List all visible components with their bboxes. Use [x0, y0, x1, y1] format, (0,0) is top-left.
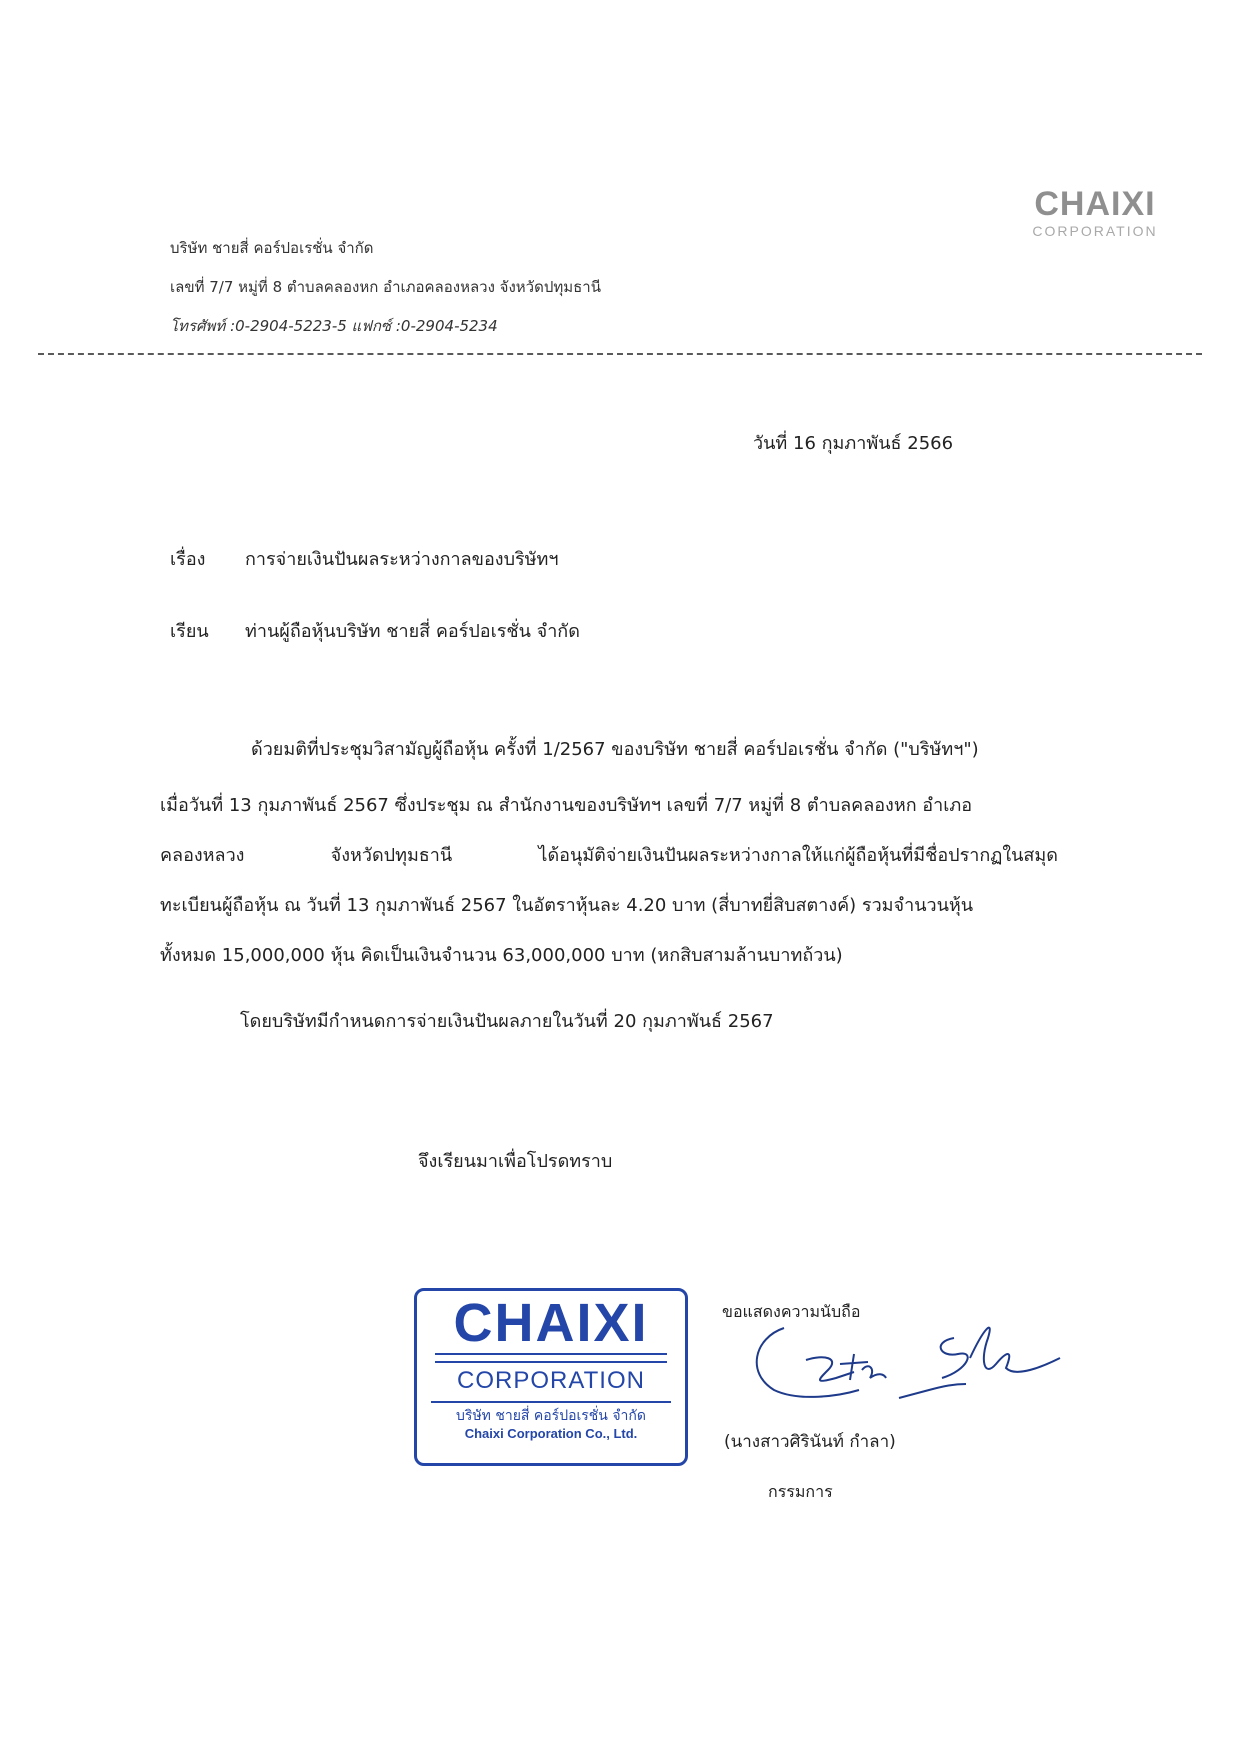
stamp-name-english: Chaixi Corporation Co., Ltd. — [464, 1426, 638, 1441]
body-line-5: ทั้งหมด 15,000,000 หุ้น คิดเป็นเงินจำนวน 63,000,000 บาท (หกสิบสามล้านบาทถ้วน) — [160, 945, 843, 966]
closing-text: จึงเรียนมาเพื่อโปรดทราบ — [418, 1151, 613, 1172]
stamp-divider — [431, 1401, 671, 1403]
body-line-3 — [160, 840, 1058, 869]
logo-subtitle: CORPORATION — [1032, 223, 1158, 239]
company-logo — [1010, 186, 1180, 240]
company-name: บริษัท ชายสี่ คอร์ปอเรชั่น จำกัด — [170, 239, 374, 257]
recipient-text: ท่านผู้ถือหุ้นบริษัท ชายสี่ คอร์ปอเรชั่น จำกัด — [245, 621, 580, 642]
body-line-4: ทะเบียนผู้ถือหุ้น ณ วันที่ 13 กุมภาพันธ์ 2567 ในอัตราหุ้นละ 4.20 บาท (สี่บาทยี่สิบสตางค์) รวมจำนวนหุ้น — [160, 895, 974, 916]
signer-position: กรรมการ — [768, 1482, 833, 1501]
recipient-label: เรียน — [170, 621, 209, 642]
signer-name: (นางสาวศิรินันท์ กำลา) — [724, 1432, 896, 1452]
payment-date-line: โดยบริษัทมีกำหนดการจ่ายเงินปันผลภายในวันที่ 20 กุมภาพันธ์ 2567 — [240, 1011, 774, 1032]
subject-text: การจ่ายเงินปันผลระหว่างกาลของบริษัทฯ — [245, 549, 559, 570]
stamp-corporation: CORPORATION — [457, 1367, 645, 1394]
regards-text: ขอแสดงความนับถือ — [722, 1302, 861, 1321]
company-contact: โทรศัพท์ :0-2904-5223-5 แฟกซ์ :0-2904-5234 — [170, 317, 498, 335]
body-line-3-part-a: คลองหลวง — [160, 845, 245, 866]
subject-label: เรื่อง — [170, 549, 206, 570]
body-line-3-part-c: ได้อนุมัติจ่ายเงินปันผลระหว่างกาลให้แก่ผู้ถือหุ้นที่มีชื่อปรากฏในสมุด — [538, 845, 1058, 866]
company-address: เลขที่ 7/7 หมู่ที่ 8 ตำบลคลองหก อำเภอคลองหลวง จังหวัดปทุมธานี — [170, 278, 601, 296]
company-stamp — [414, 1288, 688, 1466]
stamp-name-thai: บริษัท ชายสี่ คอร์ปอเรชั่น จำกัด — [456, 1408, 646, 1424]
letter-date: วันที่ 16 กุมภาพันธ์ 2566 — [753, 433, 954, 454]
header-divider — [38, 353, 1202, 355]
body-line-3-part-b: จังหวัดปทุมธานี — [330, 845, 453, 866]
stamp-brand: CHAIXI — [453, 1293, 649, 1353]
body-line-1: ด้วยมติที่ประชุมวิสามัญผู้ถือหุ้น ครั้งที่ 1/2567 ของบริษัท ชายสี่ คอร์ปอเรชั่น จำกัด ("บริษัทฯ") — [251, 739, 979, 760]
handwritten-signature — [744, 1298, 1064, 1408]
body-line-2: เมื่อวันที่ 13 กุมภาพันธ์ 2567 ซึ่งประชุม ณ สำนักงานของบริษัทฯ เลขที่ 7/7 หมู่ที่ 8 ตำบลคลองหก อำเภอ — [160, 795, 973, 816]
stamp-rule — [435, 1353, 667, 1363]
logo-brand: CHAIXI — [1034, 185, 1156, 223]
